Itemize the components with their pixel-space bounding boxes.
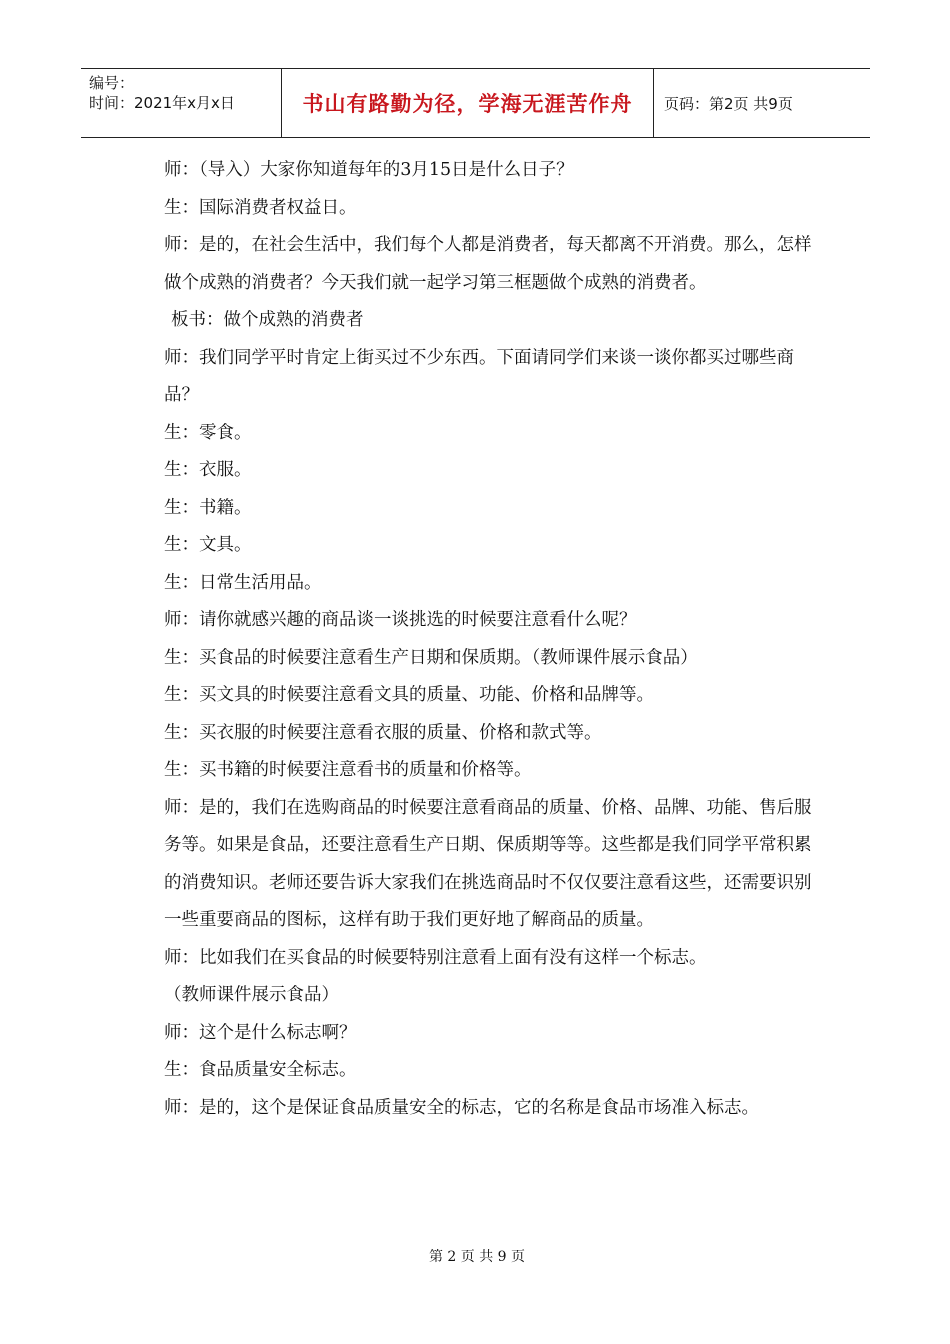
- body-paragraph: 板书：做个成熟的消费者: [171, 310, 364, 330]
- footer-page-number: 第 2 页 共 9 页: [428, 1249, 526, 1265]
- body-paragraph: 师：是的，在社会生活中，我们每个人都是消费者，每天都离不开消费。那么，怎样做个成熟的消费者？今天我们就一起学习第三框题做个成熟的消费者。: [164, 235, 812, 293]
- body-paragraph: 生：买文具的时候要注意看文具的质量、功能、价格和品牌等。: [164, 685, 654, 705]
- header-page-code: 页码：第2页 共9页: [664, 94, 793, 113]
- body-paragraph: （教师课件展示食品）: [164, 985, 339, 1005]
- body-paragraph: 师：我们同学平时肯定上街买过不少东西。下面请同学们来谈一谈你都买过哪些商品？: [164, 347, 794, 405]
- document-body: [142, 152, 812, 1127]
- body-paragraph: 师：比如我们在买食品的时候要特别注意看上面有没有这样一个标志。: [164, 947, 707, 968]
- body-paragraph: 师：请你就感兴趣的商品谈一谈挑选的时候要注意看什么呢？: [164, 610, 637, 630]
- document-header: [81, 68, 870, 138]
- body-paragraph: 生：买衣服的时候要注意看衣服的质量、价格和款式等。: [164, 722, 602, 743]
- body-paragraph: 生：书籍。: [164, 497, 252, 518]
- body-paragraph: 生：衣服。: [164, 460, 252, 480]
- header-meta: [81, 69, 282, 137]
- body-paragraph: 生：零食。: [164, 422, 252, 443]
- body-paragraph: 师：是的，这个是保证食品质量安全的标志，它的名称是食品市场准入标志。: [164, 1097, 759, 1118]
- page-footer: [0, 1246, 950, 1266]
- body-paragraph: 生：食品质量安全标志。: [164, 1060, 357, 1080]
- number-label: 编号：: [89, 74, 135, 92]
- body-paragraph: 生：买食品的时候要注意看生产日期和保质期。（教师课件展示食品）: [164, 647, 698, 668]
- time-label: 时间：2021年x月x日: [89, 94, 235, 112]
- header-motto: 书山有路勤为径，学海无涯苦作舟: [302, 92, 633, 116]
- body-paragraph: 生：买书籍的时候要注意看书的质量和价格等。: [164, 760, 532, 780]
- body-paragraph: 师：这个是什么标志啊？: [164, 1022, 357, 1043]
- body-paragraph: 师：是的，我们在选购商品的时候要注意看商品的质量、价格、品牌、功能、售后服务等。如果是食品，还要注意看生产日期、保质期等等。这些都是我们同学平常积累的消费知识。老师还要告诉大家我们在挑选商品时不仅仅要注意看这些，还需要识别一些重要商品的图标，这样有助于我们更好地了解商品的质量。: [164, 797, 812, 930]
- header-page-code-cell: [654, 69, 870, 137]
- header-motto-cell: [282, 69, 654, 137]
- body-paragraph: 生：日常生活用品。: [164, 572, 322, 593]
- body-paragraph: 师：（导入）大家你知道每年的3月15日是什么日子？: [164, 160, 574, 180]
- body-paragraph: 生：文具。: [164, 535, 252, 555]
- body-paragraph: 生：国际消费者权益日。: [164, 197, 357, 218]
